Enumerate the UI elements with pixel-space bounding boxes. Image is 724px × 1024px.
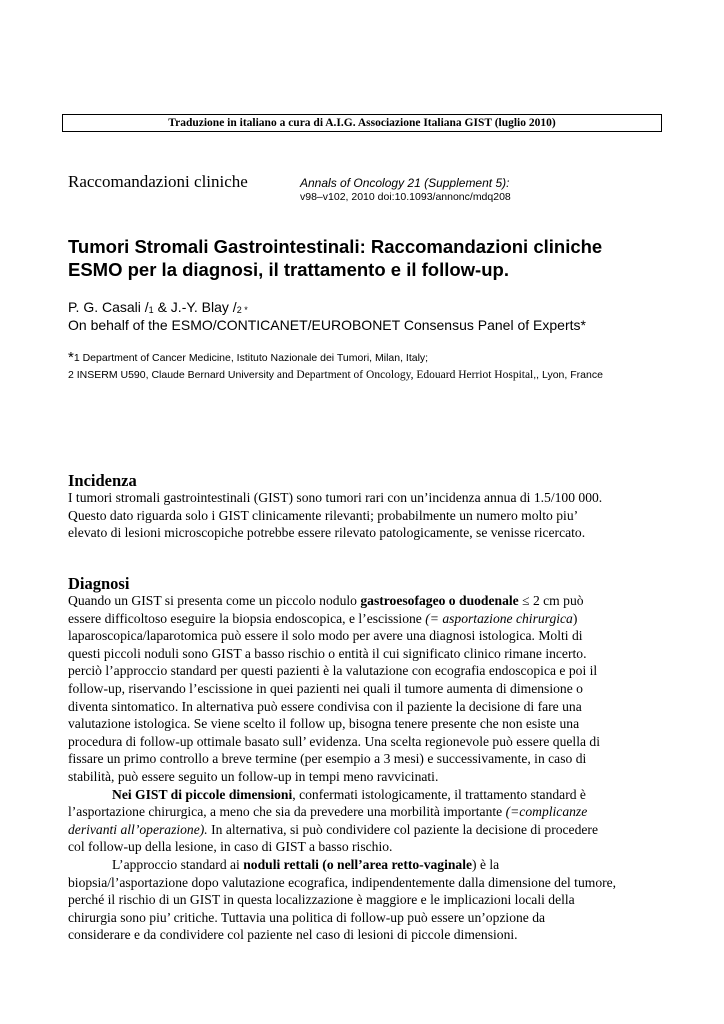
text-line: essere difficoltoso eseguire la biopsia endoscopica, e l’escissione (= asportazione chirurgica) bbox=[68, 610, 578, 626]
title-line-2: ESMO per la diagnosi, il trattamento e il follow-up. bbox=[68, 259, 509, 280]
text-line: stabilità, può essere seguito un follow-up in tempi meno ravvicinati. bbox=[68, 768, 439, 784]
bold-term: gastroesofageo o duodenale bbox=[360, 593, 519, 608]
paragraph-diagnosi-1 bbox=[68, 592, 668, 944]
text-line: follow-up, riservando l’escissione in quei pazienti nei quali il tumore aumenta di dimensione o bbox=[68, 680, 583, 696]
text-line: laparoscopica/laparotomica può essere il solo modo per avere una diagnosi istologica. Molti di bbox=[68, 628, 583, 644]
text-line: L’approccio standard ai noduli rettali (o nell’area retto-vaginale) è la bbox=[112, 856, 500, 872]
bold-term: Nei GIST di piccole dimensioni bbox=[112, 786, 293, 802]
article-title bbox=[68, 235, 668, 281]
journal-name: Annals of Oncology 21 (Supplement 5): bbox=[300, 176, 510, 190]
text-line: diventa sintomatico. In alternativa può essere condivisa con il paziente la decisione di fare una bbox=[68, 698, 582, 714]
text-line: derivanti all’operazione). In alternativa, si può condividere col paziente la decisione di procedere bbox=[68, 821, 598, 837]
text-line: perché il rischio di un GIST in questa localizzazione è maggiore e le implicazioni locali della bbox=[68, 892, 575, 908]
text-line: l’asportazione chirurgica, a meno che sia da prevedere una morbilità importante (=complicanze bbox=[68, 804, 588, 820]
text-line: Nei GIST di piccole dimensioni, confermati istologicamente, il trattamento standard è bbox=[112, 786, 586, 802]
text-line: I tumori stromali gastrointestinali (GIST) sono tumori rari con un’incidenza annua di 1.5/100 000. bbox=[68, 490, 603, 505]
italic-note: (=complicanze bbox=[505, 804, 588, 820]
affiliation-2: 2 INSERM U590, Claude Bernard University and Department of Oncology, Edouard Herriot Hospital,, Lyon, France bbox=[68, 369, 603, 381]
text-line: perciò l’approccio standard per questi pazienti è la valutazione con ecografia endoscopica e poi il bbox=[68, 663, 598, 679]
italic-note: (= asportazione chirurgica bbox=[425, 610, 573, 626]
consensus-panel: On behalf of the ESMO/CONTICANET/EUROBONET Consensus Panel of Experts* bbox=[68, 317, 586, 333]
text-line: Quando un GIST si presenta come un piccolo nodulo gastroesofageo o duodenale ≤ 2 cm può bbox=[68, 593, 584, 608]
affiliation-1: *1 Department of Cancer Medicine, Istituto Nazionale dei Tumori, Milan, Italy; bbox=[68, 349, 429, 366]
heading-incidenza: Incidenza bbox=[68, 471, 137, 490]
authors-line bbox=[68, 298, 248, 319]
translation-banner: Traduzione in italiano a cura di A.I.G. Associazione Italiana GIST (luglio 2010) bbox=[62, 114, 662, 132]
text-line: considerare e da condividere col paziente nel caso di lesioni di piccole dimensioni. bbox=[68, 927, 518, 943]
section-label: Raccomandazioni cliniche bbox=[68, 172, 248, 191]
title-line-1: Tumori Stromali Gastrointestinali: Raccomandazioni cliniche bbox=[68, 236, 603, 257]
author-casali-affil: 1 bbox=[148, 305, 154, 315]
heading-diagnosi: Diagnosi bbox=[68, 574, 130, 593]
text-line: Questo dato riguarda solo i GIST clinicamente rilevanti; probabilmente un numero molto piu’ bbox=[68, 507, 579, 523]
text-line: fissare un primo controllo a breve termine (per esempio a 3 mesi) e successivamente, in caso di bbox=[68, 751, 587, 767]
text-line: col follow-up della lesione, in caso di GIST a basso rischio. bbox=[68, 839, 393, 855]
text-line: questi piccoli noduli sono GIST a basso rischio o entità il cui significato clinico rimane incerto. bbox=[68, 645, 587, 661]
italic-note: derivanti all’operazione). bbox=[68, 821, 208, 837]
text-line: chirurgia sono piu’ critiche. Tuttavia una politica di follow-up può essere un’opzione da bbox=[68, 909, 546, 925]
text-line: biopsia/l’asportazione dopo valutazione ecografica, indipendentemente dalla dimensione del tumore, bbox=[68, 874, 617, 890]
author-blay: & J.-Y. Blay / bbox=[153, 299, 237, 315]
text-line: elevato di lesioni microscopiche potrebbe essere rilevato patologicamente, se venisse ricercato. bbox=[68, 525, 586, 541]
author-blay-affil: 2 * bbox=[236, 305, 248, 315]
author-casali: P. G. Casali / bbox=[68, 299, 149, 315]
bold-term: noduli rettali (o nell’area retto-vaginale bbox=[243, 856, 473, 872]
paragraph-incidenza bbox=[68, 489, 668, 542]
text-line: procedura di follow-up ottimale basato sull’ evidenza. Una scelta regionevole può essere quella di bbox=[68, 733, 600, 749]
journal-reference: v98–v102, 2010 doi:10.1093/annonc/mdq208 bbox=[300, 191, 511, 203]
text-line: valutazione istologica. Se viene scelto il follow up, bisogna tenere presente che non esiste una bbox=[68, 716, 580, 732]
affiliation-star: * bbox=[68, 349, 74, 366]
